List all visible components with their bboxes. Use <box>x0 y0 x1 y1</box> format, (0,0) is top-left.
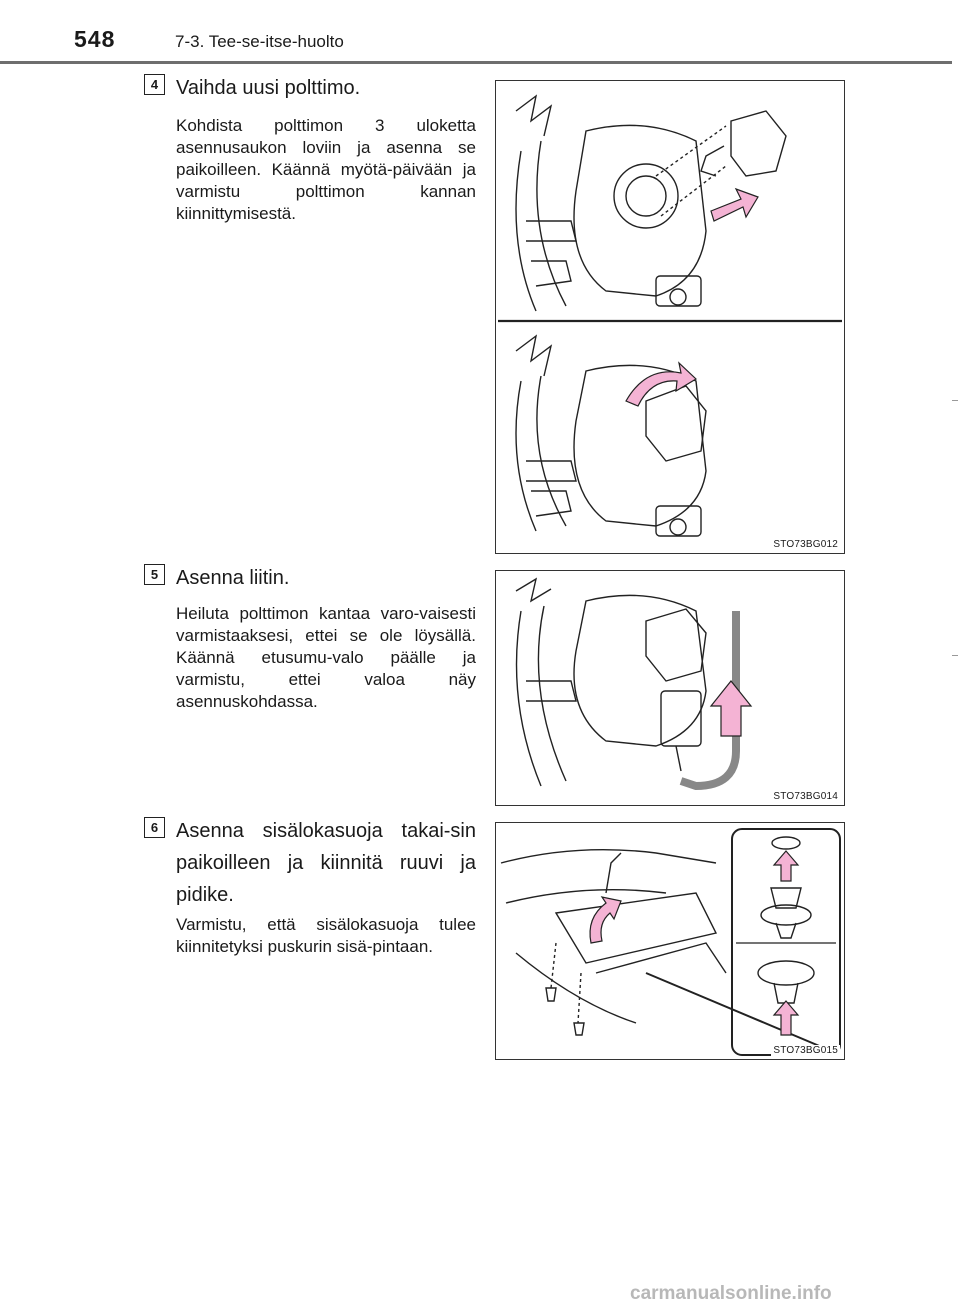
bulb-install-illustration <box>496 81 845 554</box>
margin-tick <box>952 655 958 656</box>
header-rule <box>0 61 952 64</box>
figure-code: STO73BG015 <box>773 1045 838 1056</box>
step-number-4: 4 <box>144 74 165 95</box>
mudguard-illustration <box>496 823 845 1060</box>
step-number-5: 5 <box>144 564 165 585</box>
figure-code: STO73BG014 <box>773 791 838 802</box>
figure-code: STO73BG012 <box>773 539 838 550</box>
step-4-text: Kohdista polttimon 3 uloketta asennusaukon loviin ja asenna se paikoilleen. Käännä myötä-päivään ja varmistu polttimon kannan kiinnittymisestä. <box>176 116 476 223</box>
section-title: 7-3. Tee-se-itse-huolto <box>175 32 344 51</box>
step-4-title: Vaihda uusi polttimo. <box>176 77 361 99</box>
margin-tick <box>952 400 958 401</box>
page-number: 548 <box>74 26 116 52</box>
figure-bulb-install <box>495 80 845 554</box>
step-5-text: Heiluta polttimon kantaa varo-vaisesti varmistaaksesi, ettei se ole löysällä. Käännä etusumu-valo päälle ja varmistu, ettei valoa näy asennuskohdassa. <box>176 604 476 711</box>
connector-illustration <box>496 571 845 806</box>
watermark: carmanualsonline.info <box>630 1283 832 1304</box>
step-5-title: Asenna liitin. <box>176 567 290 589</box>
step-number-6: 6 <box>144 817 165 838</box>
step-6-text: Varmistu, että sisälokasuoja tulee kiinnitetyksi puskurin sisä-pintaan. <box>176 915 476 956</box>
step-6-title: Asenna sisälokasuoja takai-sin paikoilleen ja kiinnitä ruuvi ja pidike. <box>176 820 476 906</box>
figure-connector <box>495 570 845 806</box>
figure-mudguard <box>495 822 845 1060</box>
